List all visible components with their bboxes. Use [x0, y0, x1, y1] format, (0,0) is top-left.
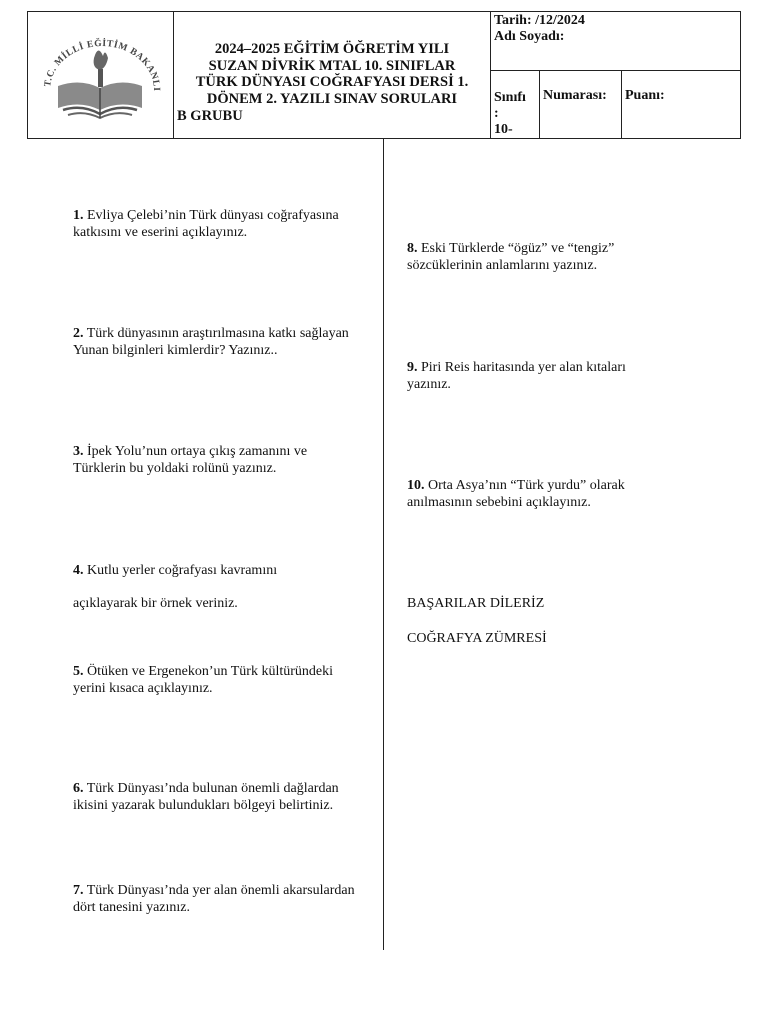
question-text: Kutlu yerler coğrafyası kavramını — [87, 563, 278, 578]
logo-cell — [28, 12, 174, 138]
question-7 — [73, 882, 363, 916]
question-text: Türk dünyasının araştırılmasına katkı sağlayan Yunan bilginleri kimlerdir? Yazınız.. — [73, 326, 349, 358]
question-text: Eski Türklerde “ögüz” ve “tengiz” sözcüklerinin anlamlarını yazınız. — [407, 241, 615, 273]
class-label: Sınıfı — [494, 90, 526, 105]
name-label: Adı Soyadı: — [494, 29, 565, 44]
question-4-continued — [73, 595, 363, 612]
department-signature: COĞRAFYA ZÜMRESİ — [407, 631, 547, 646]
class-value: 10- — [494, 122, 513, 137]
question-number: 5. — [73, 664, 84, 679]
question-number: 6. — [73, 781, 84, 796]
title-line-4: DÖNEM 2. YAZILI SINAV SORULARI — [206, 90, 458, 107]
exam-title-cell — [174, 12, 491, 138]
question-text: Türk Dünyası’nda yer alan önemli akarsulardan dört tanesini yazınız. — [73, 883, 355, 915]
column-divider — [383, 139, 384, 950]
score-cell — [622, 71, 741, 138]
number-cell — [540, 71, 622, 138]
question-number: 4. — [73, 563, 84, 578]
title-line-3: TÜRK DÜNYASI COĞRAFYASI DERSİ 1. — [195, 74, 469, 90]
question-4 — [73, 562, 363, 579]
question-number: 2. — [73, 326, 84, 341]
question-number: 7. — [73, 883, 84, 898]
question-1 — [73, 207, 363, 241]
title-line-1: 2024–2025 EĞİTİM ÖĞRETİM YILI — [214, 41, 450, 57]
question-text: Piri Reis haritasında yer alan kıtaları yazınız. — [407, 360, 626, 392]
question-text: Ötüken ve Ergenekon’un Türk kültüründeki yerini kısaca açıklayınız. — [73, 664, 333, 696]
closing-wish: BAŞARILAR DİLERİZ — [407, 596, 545, 611]
svg-text:T.C. MİLLİ EĞİTİM BAKANLIĞI: T.C. MİLLİ EĞİTİM BAKANLI — [43, 38, 162, 92]
question-10 — [407, 477, 672, 511]
question-number: 9. — [407, 360, 418, 375]
question-9 — [407, 359, 672, 393]
question-text: açıklayarak bir örnek veriniz. — [73, 596, 238, 611]
exam-header-table — [27, 11, 741, 139]
date-label: Tarih: /12/2024 — [494, 13, 585, 28]
class-colon: : — [494, 106, 499, 121]
question-text: İpek Yolu’nun ortaya çıkış zamanını ve Türklerin bu yoldaki rolünü yazınız. — [73, 444, 308, 476]
question-text: Orta Asya’nın “Türk yurdu” olarak anılmasının sebebini açıklayınız. — [407, 478, 625, 510]
exam-group: B GRUBU — [177, 108, 243, 124]
question-number: 10. — [407, 478, 425, 493]
date-name-cell — [491, 12, 741, 71]
number-label: Numarası: — [543, 88, 607, 103]
class-cell — [491, 71, 540, 138]
question-text: Türk Dünyası’nda bulunan önemli dağlardan ikisini yazarak bulundukları bölgeyi belirtiniz. — [73, 781, 339, 813]
question-number: 1. — [73, 208, 84, 223]
question-number: 8. — [407, 241, 418, 256]
question-2 — [73, 325, 363, 359]
question-6 — [73, 780, 363, 814]
question-text: Evliya Çelebi’nin Türk dünyası coğrafyasına katkısını ve eserini açıklayınız. — [73, 208, 339, 240]
question-number: 3. — [73, 444, 84, 459]
title-line-2: SUZAN DİVRİK MTAL 10. SINIFLAR — [208, 57, 456, 74]
question-8 — [407, 240, 672, 274]
score-label: Puanı: — [625, 88, 665, 103]
exam-title — [174, 41, 490, 107]
ministry-logo-icon — [28, 12, 172, 138]
question-3 — [73, 443, 363, 477]
question-5 — [73, 663, 363, 697]
